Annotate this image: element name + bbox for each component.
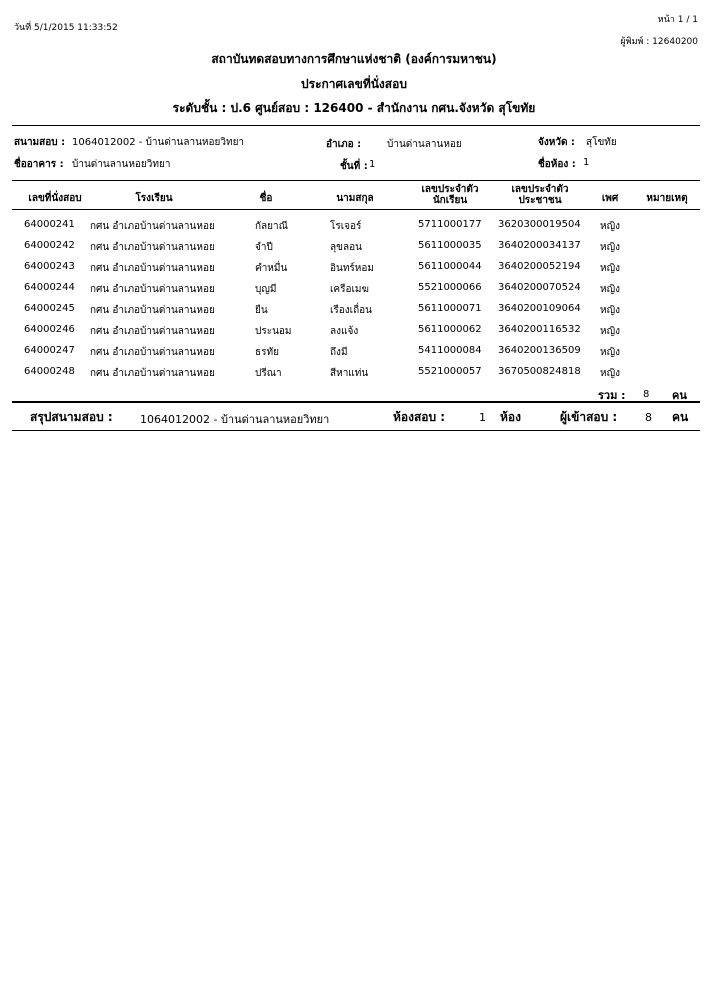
cell-seat: 64000247 xyxy=(24,345,75,356)
cell-name: ธรทัย xyxy=(255,347,279,358)
cell-school: กศน อำเภอบ้านด่านลานหอย xyxy=(90,263,215,274)
cell-school: กศน อำเภอบ้านด่านลานหอย xyxy=(90,368,215,379)
total-value: 8 xyxy=(643,389,650,400)
room-value: 1 xyxy=(583,157,590,168)
cell-surname: ลงแจ้ง xyxy=(330,326,359,337)
summary-rooms-value: 1 xyxy=(479,411,486,424)
cell-seat: 64000245 xyxy=(24,303,75,314)
col-header-student-id-line2: นักเรียน xyxy=(432,195,468,206)
summary-rooms-label: ห้องสอบ : xyxy=(393,410,446,424)
cell-name: คำหมื่น xyxy=(255,263,288,274)
cell-citizen-id: 3670500824818 xyxy=(498,366,581,377)
cell-name: จำปี xyxy=(255,242,273,253)
total-unit: คน xyxy=(672,389,687,402)
cell-school: กศน อำเภอบ้านด่านลานหอย xyxy=(90,347,215,358)
summary-bottom-border xyxy=(12,430,700,431)
cell-surname: ถึงมี xyxy=(330,347,348,358)
cell-gender: หญิง xyxy=(600,221,620,232)
district-label: อำเภอ : xyxy=(326,139,362,150)
cell-surname: ลุขลอน xyxy=(330,242,362,253)
cell-student-id: 5611000035 xyxy=(418,240,482,251)
cell-gender: หญิง xyxy=(600,284,620,295)
cell-citizen-id: 3620300019504 xyxy=(498,219,581,230)
cell-gender: หญิง xyxy=(600,326,620,337)
cell-gender: หญิง xyxy=(600,368,620,379)
printer-id: ผู้พิมพ์ : 12640200 xyxy=(620,37,698,47)
room-label: ชื่อห้อง : xyxy=(538,159,576,170)
floor-value: 1 xyxy=(369,159,376,170)
cell-gender: หญิง xyxy=(600,263,620,274)
province-label: จังหวัด : xyxy=(538,137,575,148)
cell-student-id: 5711000177 xyxy=(418,219,482,230)
print-date: วันที่ 5/1/2015 11:33:52 xyxy=(14,23,118,33)
cell-citizen-id: 3640200070524 xyxy=(498,282,581,293)
cell-citizen-id: 3640200034137 xyxy=(498,240,581,251)
summary-site: 1064012002 - บ้านด่านลานหอยวิทยา xyxy=(140,413,330,426)
cell-school: กศน อำเภอบ้านด่านลานหอย xyxy=(90,305,215,316)
cell-citizen-id: 3640200109064 xyxy=(498,303,581,314)
cell-seat: 64000242 xyxy=(24,240,75,251)
col-header-school: โรงเรียน xyxy=(135,193,173,204)
cell-school: กศน อำเภอบ้านด่านลานหอย xyxy=(90,221,215,232)
cell-name: บุญมี xyxy=(255,284,277,295)
cell-surname: สีหาแท่น xyxy=(330,368,369,379)
table-header-divider xyxy=(12,209,700,210)
cell-surname: เรืองเถื่อน xyxy=(330,305,372,316)
cell-name: ประนอม xyxy=(255,326,292,337)
province-value: สุโขทัย xyxy=(586,137,617,148)
cell-citizen-id: 3640200136509 xyxy=(498,345,581,356)
col-header-seat: เลขที่นั่งสอบ xyxy=(28,193,82,204)
col-header-citizen-id-line1: เลขประจำตัว xyxy=(511,184,569,195)
district-value: บ้านด่านลานหอย xyxy=(387,139,462,150)
report-title: สถาบันทดสอบทางการศึกษาแห่งชาติ (องค์การมหาชน) xyxy=(211,52,497,66)
cell-student-id: 5411000084 xyxy=(418,345,482,356)
cell-citizen-id: 3640200116532 xyxy=(498,324,581,335)
summary-examinees-label: ผู้เข้าสอบ : xyxy=(560,410,618,424)
page-number: หน้า 1 / 1 xyxy=(657,15,698,25)
col-header-citizen-id-line2: ประชาชน xyxy=(518,195,562,206)
col-header-remark: หมายเหตุ xyxy=(646,193,688,204)
cell-student-id: 5521000066 xyxy=(418,282,482,293)
cell-citizen-id: 3640200052194 xyxy=(498,261,581,272)
cell-school: กศน อำเภอบ้านด่านลานหอย xyxy=(90,284,215,295)
building-label: ชื่ออาคาร : xyxy=(14,159,64,170)
cell-surname: เครือเมฆ xyxy=(330,284,369,295)
cell-school: กศน อำเภอบ้านด่านลานหอย xyxy=(90,326,215,337)
summary-label: สรุปสนามสอบ : xyxy=(30,410,113,424)
col-header-gender: เพศ xyxy=(601,193,619,204)
cell-seat: 64000246 xyxy=(24,324,75,335)
building-value: บ้านด่านลานหอยวิทยา xyxy=(72,159,171,170)
summary-examinees-unit: คน xyxy=(672,410,689,424)
cell-gender: หญิง xyxy=(600,242,620,253)
col-header-citizen-id xyxy=(496,184,584,206)
cell-gender: หญิง xyxy=(600,347,620,358)
col-header-name: ชื่อ xyxy=(259,193,273,204)
total-label: รวม : xyxy=(598,389,626,402)
table-top-border xyxy=(12,180,700,181)
cell-school: กศน อำเภอบ้านด่านลานหอย xyxy=(90,242,215,253)
site-label: สนามสอบ : xyxy=(14,137,66,148)
cell-name: ยืน xyxy=(255,305,268,316)
cell-name: ปรีณา xyxy=(255,368,282,379)
cell-surname: โรเจอร์ xyxy=(330,221,362,232)
col-header-surname: นามสกุล xyxy=(336,193,374,204)
cell-student-id: 5611000044 xyxy=(418,261,482,272)
cell-seat: 64000243 xyxy=(24,261,75,272)
cell-seat: 64000241 xyxy=(24,219,75,230)
cell-student-id: 5611000062 xyxy=(418,324,482,335)
info-top-divider xyxy=(12,125,700,126)
summary-examinees-value: 8 xyxy=(645,411,652,424)
cell-seat: 64000244 xyxy=(24,282,75,293)
floor-label: ชั้นที่ : xyxy=(340,161,368,172)
cell-name: กัลยาณี xyxy=(255,221,288,232)
col-header-student-id-line1: เลขประจำตัว xyxy=(421,184,479,195)
report-level-center: ระดับชั้น : ป.6 ศูนย์สอบ : 126400 - สำนักงาน กศน.จังหวัด สุโขทัย xyxy=(172,101,536,115)
cell-seat: 64000248 xyxy=(24,366,75,377)
site-value: 1064012002 - บ้านด่านลานหอยวิทยา xyxy=(72,137,245,148)
cell-student-id: 5611000071 xyxy=(418,303,482,314)
cell-gender: หญิง xyxy=(600,305,620,316)
summary-top-border xyxy=(12,401,700,403)
cell-surname: อินทร์หอม xyxy=(330,263,374,274)
col-header-student-id xyxy=(410,184,490,206)
summary-rooms-unit: ห้อง xyxy=(500,410,521,424)
cell-student-id: 5521000057 xyxy=(418,366,482,377)
report-subtitle: ประกาศเลขที่นั่งสอบ xyxy=(301,77,407,91)
